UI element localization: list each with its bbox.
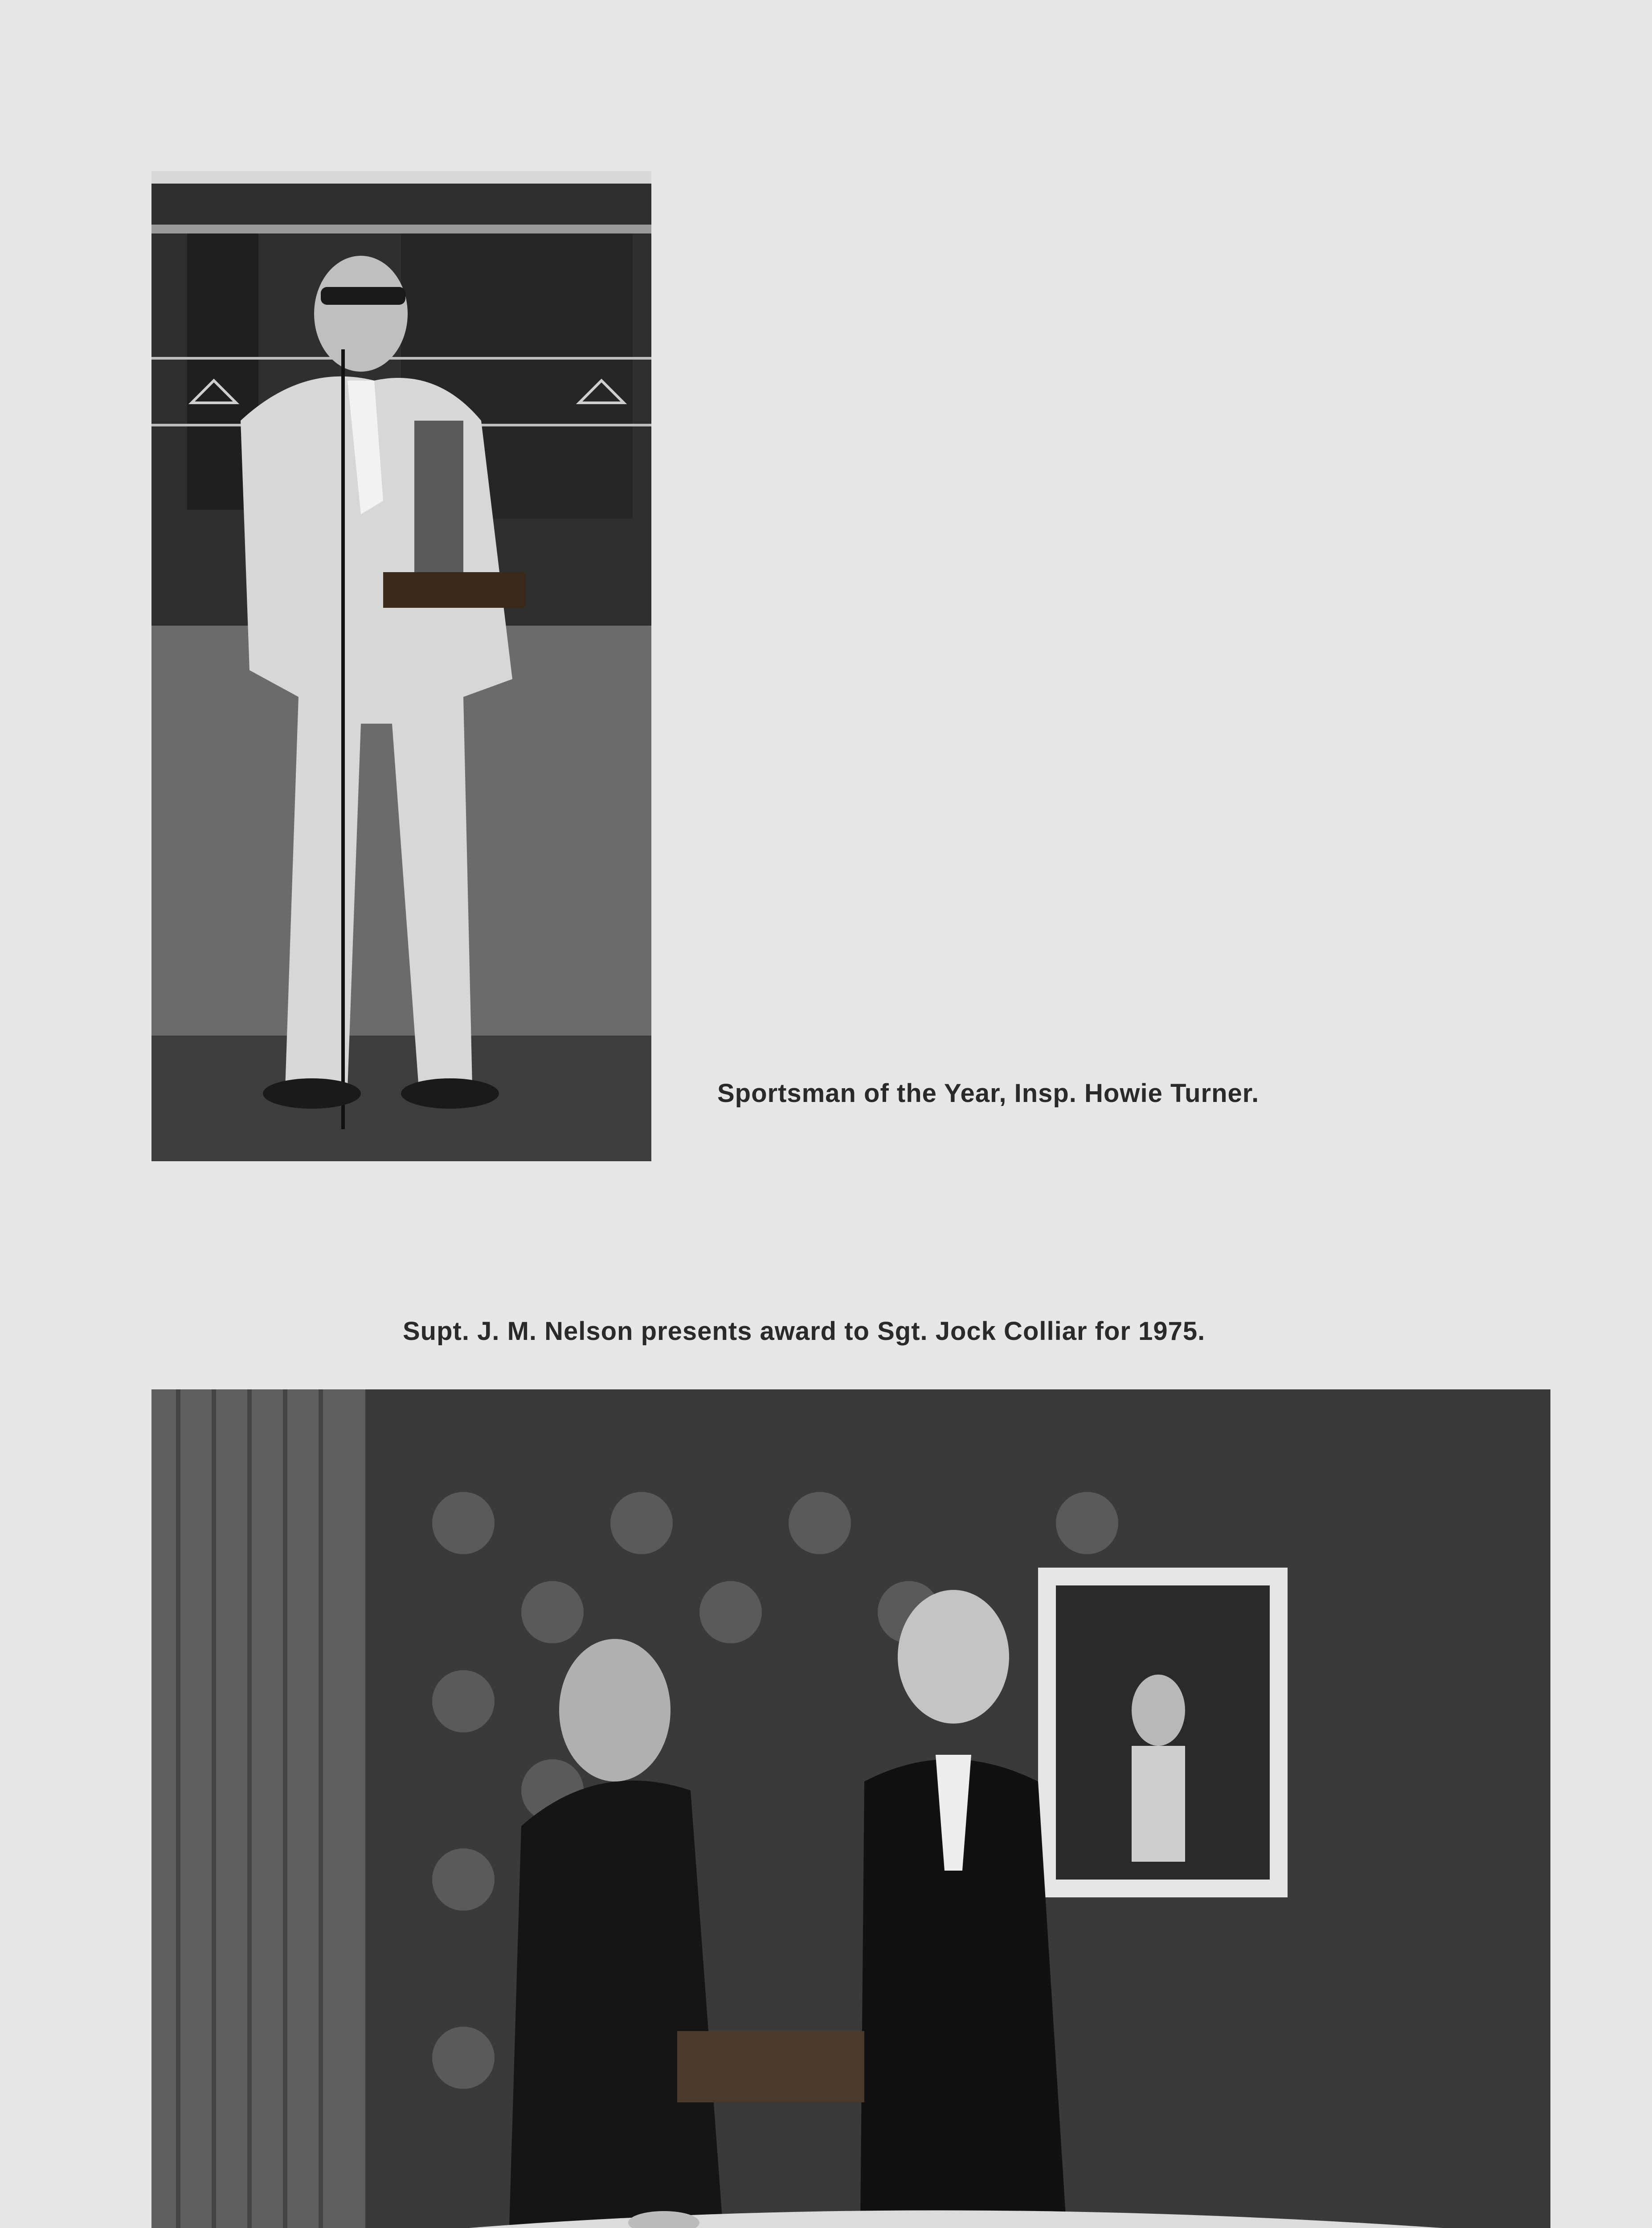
- caption-sportsman-of-the-year: Sportsman of the Year, Insp. Howie Turner.: [717, 1079, 1259, 1108]
- photo-presentation-illustration: [151, 1389, 1550, 2228]
- caption-award-presentation: Supt. J. M. Nelson presents award to Sgt. Jock Colliar for 1975.: [403, 1317, 1206, 1346]
- photo-sportsman-illustration: [151, 171, 651, 1161]
- photo-sportsman-of-the-year: [151, 171, 651, 1161]
- photo-award-presentation: [151, 1389, 1550, 2228]
